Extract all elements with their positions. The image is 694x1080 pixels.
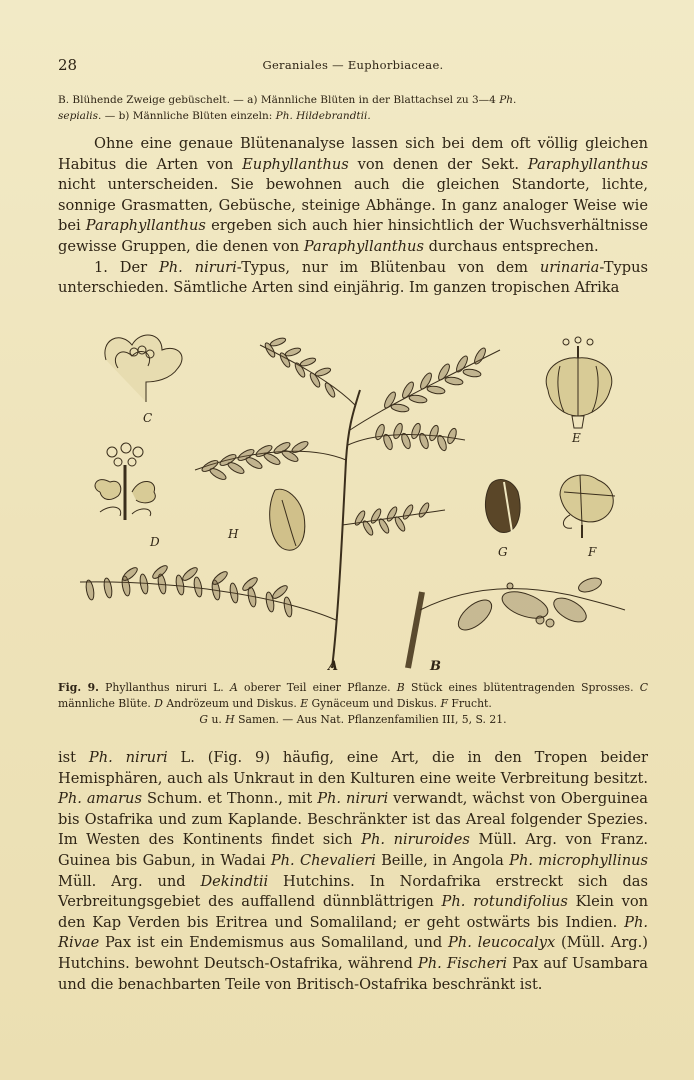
- text: -Typus unterschieden. Sämtliche Arten sind einjährig. Im ganzen tropischen Afrika: [58, 258, 648, 297]
- taxon-name: Ph. rotundifolius: [441, 893, 568, 911]
- footnote-italic: Ph.: [499, 94, 517, 106]
- paragraph-1: [58, 134, 648, 299]
- text: Müll. Arg. von Franz. Guinea bis Gabun, in Wadai: [58, 831, 649, 869]
- text: oberer Teil einer Pflanze.: [237, 681, 397, 694]
- ref: F: [440, 697, 448, 710]
- text: Stück eines blütentragenden Sprosses.: [404, 681, 640, 694]
- label-e: E: [572, 431, 581, 445]
- text: u.: [208, 713, 226, 726]
- text: 1. Der: [94, 258, 159, 276]
- ref: A: [229, 681, 238, 694]
- taxon-name: Ph. Rivae: [58, 913, 648, 952]
- text: Schum. et Thonn., mit: [141, 790, 318, 808]
- label-d: D: [150, 535, 160, 549]
- flower-c-illustration: [105, 335, 182, 402]
- ref: B: [396, 681, 405, 694]
- text: Ohne eine genaue Blütenanalyse lassen sich bei dem oft völlig gleichen Habitus die Arten von: [58, 135, 648, 173]
- text: ergeben sich auch hier hinsichtlich der Wuchsverhältnisse gewisse Gruppen, die denen von: [58, 217, 648, 255]
- taxon-name: Ph. Chevalieri: [270, 851, 376, 869]
- text: Samen. — Aus Nat. Pflanzenfamilien III, 5, S. 21.: [234, 713, 507, 726]
- androeceum-d-illustration: [95, 443, 155, 520]
- taxon-name: Euphyllanthus: [242, 155, 349, 173]
- text: Andrözeum und Diskus.: [162, 697, 301, 710]
- taxon-name: Paraphyllanthus: [527, 155, 648, 173]
- page-number: 28: [58, 56, 78, 74]
- text: -Typus, nur im Blütenbau von dem: [236, 258, 540, 276]
- figure-number: Fig. 9.: [58, 681, 99, 694]
- taxon-name: Paraphyllanthus: [85, 217, 206, 235]
- taxon-name: Ph. niruri: [88, 749, 168, 766]
- text: Frucht.: [448, 697, 492, 710]
- label-c: C: [143, 411, 153, 425]
- text: Phyllanthus niruri L.: [98, 681, 230, 694]
- taxon-name: Ph. niruri: [317, 790, 389, 808]
- taxon-name: Ph. microphyllinus: [509, 851, 649, 869]
- text: Beille, in Angola: [375, 851, 510, 869]
- shoot-b-illustration: [408, 575, 625, 668]
- seed-h-illustration: [270, 489, 305, 550]
- text: Müll. Arg. und: [58, 872, 201, 890]
- ref: G: [199, 713, 209, 726]
- taxon-name: Paraphyllanthus: [303, 237, 424, 255]
- page-header: [58, 56, 648, 74]
- footnote-text: B. Blühende Zweige gebüschelt. — a) Männliche Blüten in der Blattachsel zu 3—4: [58, 94, 500, 106]
- text: Pax auf Usambara und die benachbarten Teile von Britisch-Ostafrika beschränkt ist.: [58, 954, 648, 993]
- text: Pax ist ein Endemismus aus Somaliland, und: [99, 934, 448, 952]
- figure-caption: [58, 680, 648, 728]
- taxon-name: Ph. leucocalyx: [447, 934, 556, 952]
- taxon-name: urinaria: [539, 258, 600, 276]
- text: nicht unterscheiden. Sie bewohnen auch die gleichen Standorte, lichte, sonnige Grasmatten, Gebüsche, steinige Abhänge. In ganz analoger Weise wie bei: [58, 176, 648, 235]
- text: von denen der Sekt.: [348, 155, 528, 173]
- taxon-name: Dekindtii: [200, 872, 269, 890]
- text: Klein von den Kap Verden bis Eritrea und Somaliland; er geht ostwärts bis Indien.: [58, 893, 649, 931]
- text: Hutchins. In Nordafrika erstreckt sich das Verbreitungsgebiet des auffallend dünnblättrigen: [58, 872, 648, 911]
- text: verwandt, wächst von Oberguinea bis Ostafrika und zum Kaplande. Beschränkter ist das Areal folgender Spezies. Im Westen des Kontinents findet sich: [58, 790, 648, 849]
- taxon-name: Ph. Fischeri: [417, 954, 508, 972]
- footnote-italic: sepialis.: [58, 110, 102, 122]
- ref: D: [154, 697, 163, 710]
- footnote-italic: Ph. Hildebrandtii.: [275, 110, 371, 122]
- paragraph-3: [58, 748, 648, 995]
- running-head: Geraniales — Euphorbiaceae.: [262, 58, 444, 72]
- footnote-text: — b) Männliche Blüten einzeln:: [101, 110, 276, 122]
- ref: E: [300, 697, 309, 710]
- text: ist: [58, 749, 89, 766]
- seed-g-illustration: [485, 480, 520, 533]
- label-a: A: [328, 659, 339, 674]
- ref: H: [225, 713, 235, 726]
- text: durchaus entsprechen.: [423, 237, 599, 255]
- taxon-name: Ph. amarus: [58, 790, 142, 808]
- label-h: H: [228, 527, 239, 541]
- botanical-figure: [70, 320, 640, 680]
- gynoeceum-e-illustration: [546, 337, 612, 428]
- text: männliche Blüte.: [58, 697, 155, 710]
- fruit-f-illustration: [560, 475, 615, 538]
- ref: C: [639, 681, 648, 694]
- key-footnote: [58, 92, 648, 124]
- label-b: B: [430, 659, 441, 674]
- text: L. (Fig. 9) häufig, eine Art, die in den Tropen beider Hemisphären, auch als Unkraut in den Kulturen eine weite Verbreitung besitzt.: [58, 749, 648, 787]
- taxon-name: Ph. niruroides: [361, 831, 470, 849]
- taxon-name: Ph. niruri: [158, 258, 237, 276]
- text: (Müll. Arg.) Hutchins. bewohnt Deutsch-Ostafrika, während: [58, 934, 648, 972]
- label-f: F: [588, 545, 597, 559]
- text: Gynäceum und Diskus.: [308, 697, 441, 710]
- label-g: G: [498, 545, 508, 559]
